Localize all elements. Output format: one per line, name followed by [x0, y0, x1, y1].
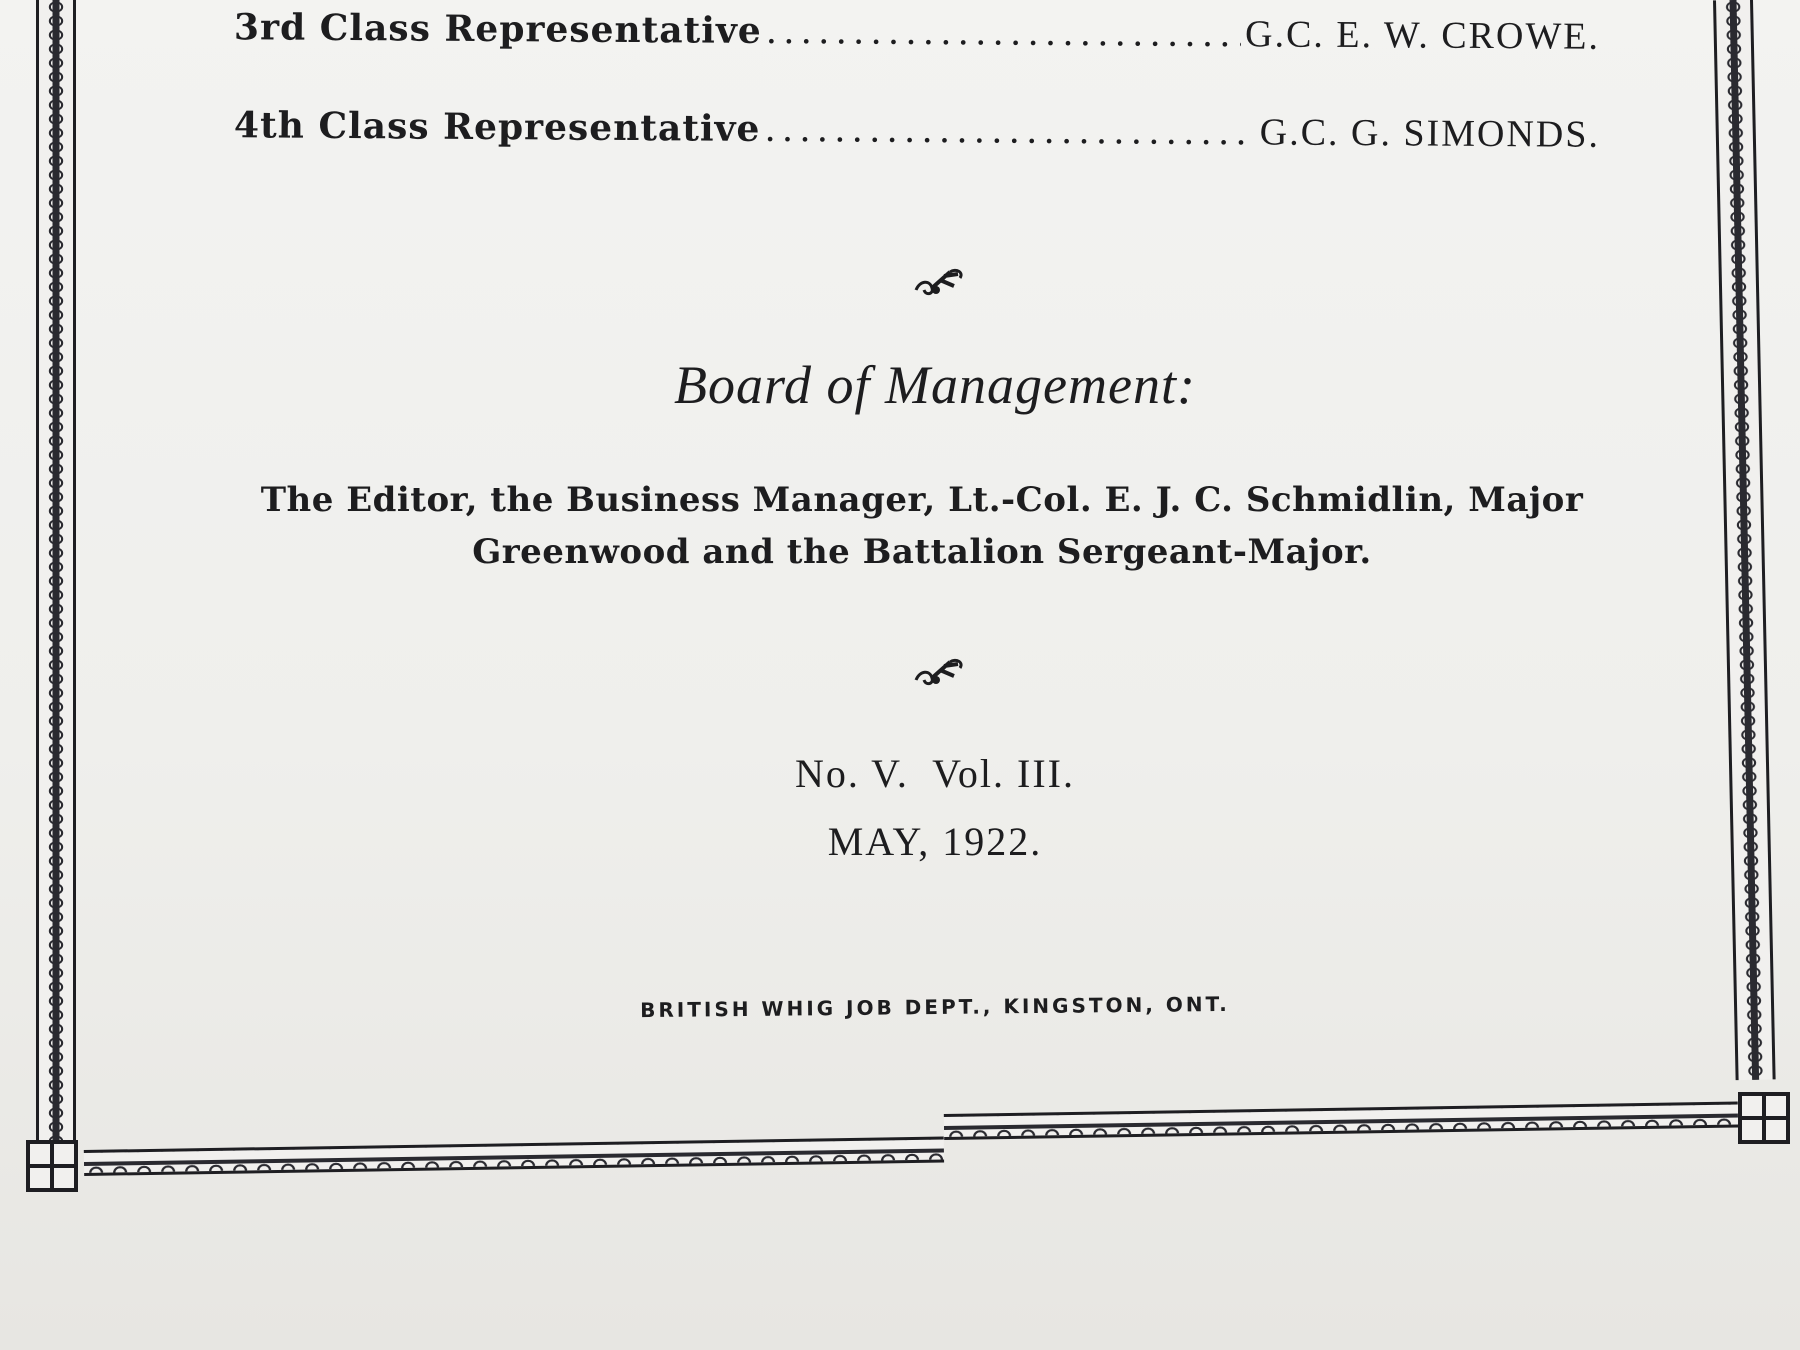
representative-name: G.C. E. W. CROWE. [1244, 13, 1601, 58]
dot-leader [766, 11, 1242, 55]
bottom-ornamental-border-right [944, 1102, 1738, 1140]
right-ornamental-border [1713, 0, 1776, 1080]
representative-name: G.C. G. SIMONDS. [1259, 111, 1601, 156]
fleuron-icon [910, 262, 970, 302]
board-heading: Board of Management: [674, 355, 1196, 415]
issue-number-volume: No. V. Vol. III. [795, 751, 1075, 796]
representative-label: 4th Class Representative [233, 104, 761, 150]
representative-row [234, 103, 1600, 157]
printer-imprint: BRITISH WHIG JOB DEPT., KINGSTON, ONT. [640, 991, 1230, 1023]
left-ornamental-border [36, 0, 76, 1140]
bottom-left-corner-ornament [26, 1140, 78, 1192]
representative-row [234, 5, 1600, 59]
board-members-text: The Editor, the Business Manager, Lt.-Col. E. J. C. Schmidlin, Major Greenwood and the Battalion Sergeant-Major. [260, 480, 1584, 572]
issue-date: MAY, 1922. [827, 819, 1043, 864]
fleuron-icon [910, 652, 970, 692]
dot-leader [764, 109, 1256, 153]
bottom-right-corner-ornament [1738, 1092, 1790, 1144]
representative-label: 3rd Class Representative [233, 6, 762, 52]
bottom-ornamental-border-left [84, 1136, 944, 1176]
